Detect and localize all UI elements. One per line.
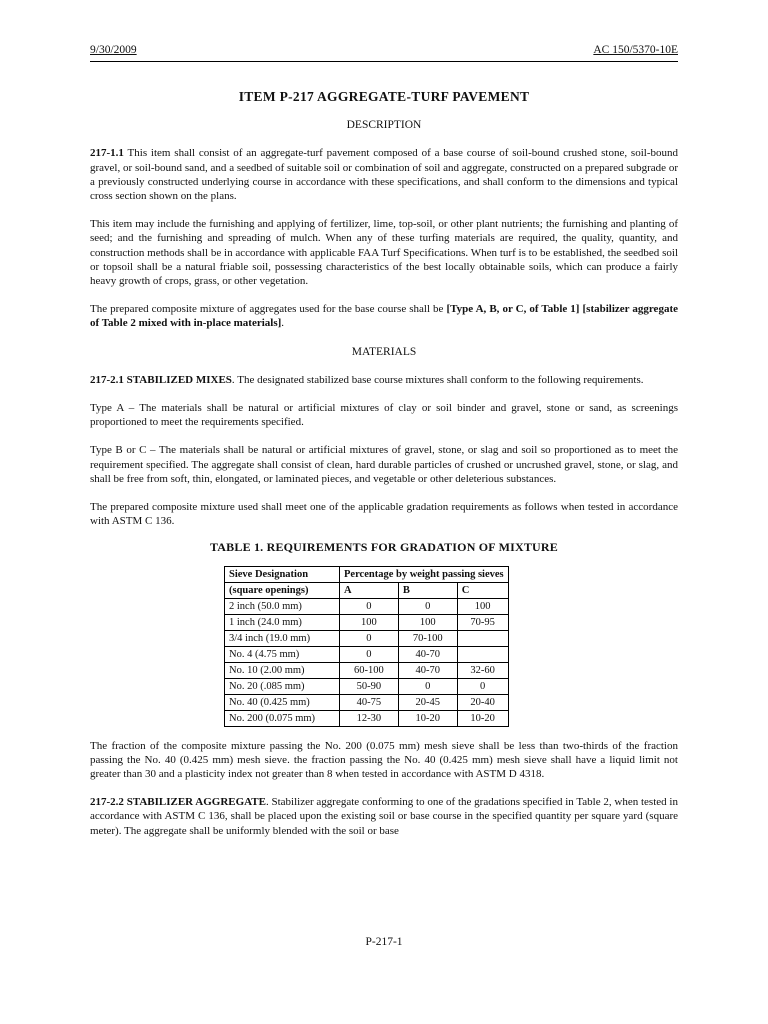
cell-c	[457, 646, 508, 662]
table-row	[225, 710, 509, 726]
cell-b: 40-70	[398, 662, 457, 678]
paragraph-type-b-c: Type B or C – The materials shall be natural or artificial mixtures of gravel, stone, or slag and soil so proportioned as to meet the requirement specified. The aggregate shall consist of clean, hard durable particles of crushed or uncrushed gravel, stone, or slag, and shall be free from soft, thin, elongated, or laminated pieces, and vegetable or other deleterious substances.	[90, 444, 678, 485]
cell-sieve: No. 200 (0.075 mm)	[225, 710, 340, 726]
header-b: B	[398, 582, 457, 598]
table-header-row	[225, 566, 509, 582]
cell-a: 0	[340, 646, 399, 662]
page-body	[90, 90, 678, 852]
cell-a: 100	[340, 614, 399, 630]
cell-a: 50-90	[340, 678, 399, 694]
paragraph-text: This item shall consist of an aggregate-turf pavement composed of a base course of soil-bound crushed stone, soil-bound gravel, or soil-bound sand, and a seedbed of suitable soil or combination of soil and aggregate, constructed on a prepared subgrade or a previously constructed underlying course in accordance with these specifications, and shall conform to the dimensions and typical cross section shown on the plans.	[90, 147, 678, 203]
paragraph-type-a: Type A – The materials shall be natural or artificial mixtures of clay or soil binder and gravel, stone or sand, as screenings proportioned to meet the requirements specified.	[90, 402, 678, 429]
item-number: 217-1.1	[90, 147, 124, 160]
table-row	[225, 646, 509, 662]
section-heading-materials: MATERIALS	[351, 345, 417, 358]
cell-sieve: 2 inch (50.0 mm)	[225, 598, 340, 614]
table-header-row	[225, 582, 509, 598]
cell-c: 70-95	[457, 614, 508, 630]
header-sieve-sub: (square openings)	[225, 582, 340, 598]
cell-sieve: No. 10 (2.00 mm)	[225, 662, 340, 678]
paragraph-composite-mixture	[90, 302, 678, 330]
paragraph-217-1-1	[90, 146, 678, 203]
cell-sieve: 1 inch (24.0 mm)	[225, 614, 340, 630]
cell-a: 0	[340, 630, 399, 646]
header-a: A	[340, 582, 399, 598]
table-row	[225, 694, 509, 710]
cell-c: 20-40	[457, 694, 508, 710]
cell-c	[457, 630, 508, 646]
cell-c: 100	[457, 598, 508, 614]
table-row	[225, 662, 509, 678]
item-heading: STABILIZED MIXES	[123, 373, 232, 386]
header-doc-id: AC 150/5370-10E	[593, 44, 678, 56]
paragraph-end: .	[281, 317, 285, 330]
paragraph-text: The prepared composite mixture of aggregates used for the base course shall be	[90, 303, 447, 316]
cell-c: 10-20	[457, 710, 508, 726]
header-rule	[90, 61, 678, 62]
paragraph-fraction: The fraction of the composite mixture passing the No. 200 (0.075 mm) mesh sieve shall be less than two-thirds of the fraction passing the No. 40 (0.425 mm) mesh sieve. the fraction passing the No. 40 (0.425 mm) mesh sieve shall have a liquid limit not greater than 30 and a plasticity index not greater than 8 when tested in accordance with ASTM D 4318.	[90, 739, 678, 781]
item-heading: STABILIZER AGGREGATE	[123, 796, 266, 809]
bracketed-option: [Type A, B, or C, of Table 1] [stabilizer aggregate of Table 2 mixed with in-place materials]	[90, 303, 678, 330]
table-title: TABLE 1. REQUIREMENTS FOR GRADATION OF MIXTURE	[209, 540, 558, 555]
table-row	[225, 630, 509, 646]
cell-b: 100	[398, 614, 457, 630]
paragraph-gradation: The prepared composite mixture used shall meet one of the applicable gradation requirements as follows when tested in accordance with ASTM C 136.	[90, 501, 678, 528]
paragraph-text: . Stabilizer aggregate conforming to one of the gradations specified in Table 2, when tested in accordance with ASTM C 136, shall be placed upon the existing soil or base course in the specified quantity per square yard (square meter). The aggregate shall be uniformly blended with the soil or base	[90, 796, 678, 837]
cell-b: 10-20	[398, 710, 457, 726]
cell-a: 0	[340, 598, 399, 614]
cell-sieve: No. 20 (.085 mm)	[225, 678, 340, 694]
cell-c: 0	[457, 678, 508, 694]
cell-b: 20-45	[398, 694, 457, 710]
item-number: 217-2.2	[90, 796, 124, 809]
header-percentage: Percentage by weight passing sieves	[340, 566, 509, 582]
header-date: 9/30/2009	[90, 44, 137, 56]
paragraph-217-2-2	[90, 795, 678, 838]
cell-b: 0	[398, 598, 457, 614]
page-title: ITEM P-217 AGGREGATE-TURF PAVEMENT	[238, 89, 530, 104]
cell-b: 0	[398, 678, 457, 694]
table-row	[225, 678, 509, 694]
cell-a: 40-75	[340, 694, 399, 710]
header-c: C	[457, 582, 508, 598]
section-heading-description: DESCRIPTION	[346, 119, 422, 132]
cell-sieve: No. 40 (0.425 mm)	[225, 694, 340, 710]
cell-a: 60-100	[340, 662, 399, 678]
gradation-table	[224, 566, 509, 727]
paragraph-turfing: This item may include the furnishing and applying of fertilizer, lime, top-soil, or other plant nutrients; the furnishing and planting of seed; and the furnishing and spreading of mulch. When any of these turfing materials are required, the quality, quantity, and construction methods shall be in accordance with applicable FAA Turf Specifications. When turf is to be established, the seedbed soil or topsoil shall be a natural friable soil, possessing characteristics of the best locally obtainable soils, which can produce a fairly heavy growth of crops, grass, or other vegetation.	[90, 218, 678, 288]
cell-b: 40-70	[398, 646, 457, 662]
paragraph-217-2-1	[90, 373, 678, 387]
paragraph-text: . The designated stabilized base course mixtures shall conform to the following requirements.	[231, 373, 644, 386]
cell-a: 12-30	[340, 710, 399, 726]
cell-b: 70-100	[398, 630, 457, 646]
item-number: 217-2.1	[90, 373, 124, 386]
table-row	[225, 614, 509, 630]
cell-c: 32-60	[457, 662, 508, 678]
table-row	[225, 598, 509, 614]
cell-sieve: 3/4 inch (19.0 mm)	[225, 630, 340, 646]
page-number: P-217-1	[365, 936, 403, 948]
header-sieve: Sieve Designation	[225, 566, 340, 582]
cell-sieve: No. 4 (4.75 mm)	[225, 646, 340, 662]
